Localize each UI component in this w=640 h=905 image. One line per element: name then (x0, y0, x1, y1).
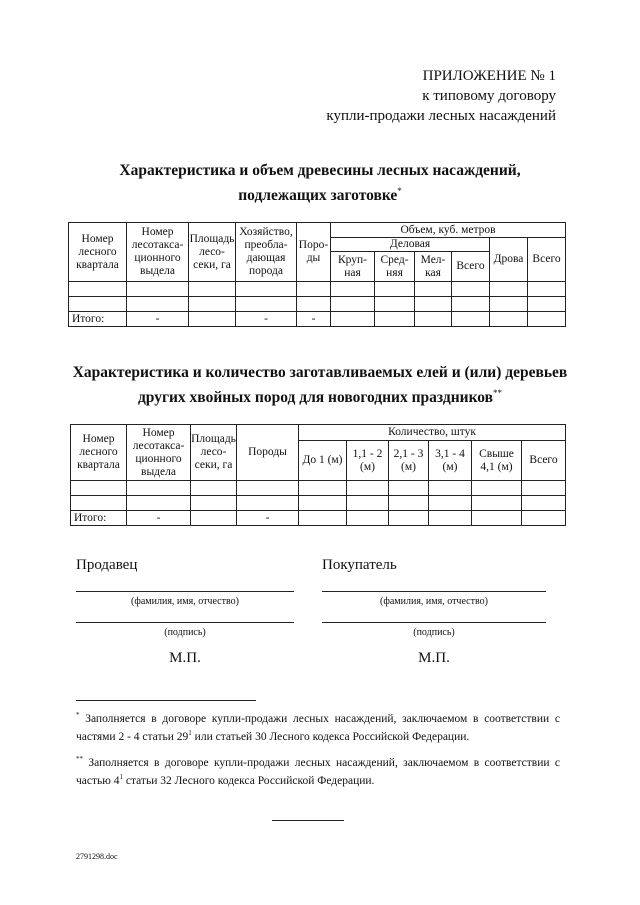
section2-title (40, 363, 600, 408)
header-1-2: 1,1 - 2 (м) (347, 441, 389, 481)
total-row (71, 511, 566, 526)
seller-signature-line (76, 622, 294, 623)
header-firewood: Дрова (490, 238, 528, 282)
total-dash: - (297, 312, 331, 327)
header-up-to-1: До 1 (м) (299, 441, 347, 481)
table-row (71, 496, 566, 511)
document-filename: 2791298.doc (76, 852, 118, 861)
buyer-label: Покупатель (322, 557, 397, 573)
seller-fio-caption: (фамилия, имя, отчество) (131, 596, 239, 607)
header-farm: Хозяйство, преобла-дающая порода (236, 223, 297, 282)
buyer-stamp: М.П. (418, 650, 450, 666)
footnote-1-mark: * (76, 711, 80, 719)
total-label: Итого: (69, 312, 127, 327)
section1-title-mark: * (397, 186, 402, 196)
buyer-fio-caption: (фамилия, имя, отчество) (380, 596, 488, 607)
header-2-3: 2,1 - 3 (м) (389, 441, 429, 481)
buyer-signature-line (322, 622, 546, 623)
total-label: Итого: (71, 511, 127, 526)
end-separator (272, 820, 344, 821)
header-area: Площадь лесо-секи, га (189, 223, 236, 282)
wood-volume-table (68, 222, 566, 327)
section2-title-line1: Характеристика и количество заготавливаемых елей и (или) деревьев (72, 364, 568, 381)
table-row (71, 481, 566, 496)
section1-title-line1: Характеристика и объем древесины лесных насаждений, (119, 162, 521, 179)
footnote-separator (76, 700, 256, 701)
header-total: Всего (452, 252, 490, 282)
footnote-2-mark: ** (76, 755, 83, 763)
section1-title-line2: подлежащих заготовке (238, 187, 398, 205)
seller-sign-caption: (подпись) (164, 627, 206, 638)
section2-title-line2: других хвойных пород для новогодних праздников (137, 389, 494, 407)
header-medium: Сред-няя (375, 252, 415, 282)
header-business: Деловая (331, 238, 490, 252)
table-row (69, 297, 566, 312)
footnote-2: ** Заполняется в договоре купли-продажи лесных насаждений, заключаемом в соответствии с частью $4^1$ статьи 32 Лесного кодекса Российской Федерации. (76, 755, 560, 788)
total-dash: - (236, 312, 297, 327)
header-species: Породы (237, 425, 299, 481)
header-quantity: Количество, штук (299, 425, 566, 441)
seller-stamp: М.П. (169, 650, 201, 666)
section2-title-mark: ** (493, 388, 503, 398)
header-volume: Объем, куб. метров (331, 223, 566, 238)
seller-label: Продавец (76, 557, 138, 573)
header-large: Круп-ная (331, 252, 375, 282)
seller-name-line (76, 591, 294, 592)
header-small: Мел-кая (415, 252, 452, 282)
total-dash: - (127, 511, 191, 526)
buyer-name-line (322, 591, 546, 592)
appendix-header (300, 66, 556, 126)
header-species: Поро-ды (297, 223, 331, 282)
table-row (69, 282, 566, 297)
header-vydel: Номер лесотакса-ционного выдела (127, 223, 189, 282)
trees-quantity-table (70, 424, 566, 526)
total-row (69, 312, 566, 327)
header-vydel: Номер лесотакса-ционного выдела (127, 425, 191, 481)
total-dash: - (237, 511, 299, 526)
footnote-1: * Заполняется в договоре купли-продажи лесных насаждений, заключаемом в соответствии с частями 2 - 4 статьи $29^1$ или статьей 30 Лесного кодекса Российской Федерации. (76, 711, 560, 744)
total-dash: - (127, 312, 189, 327)
appendix-subtitle-1: к типовому договору (422, 88, 556, 104)
header-3-4: 3,1 - 4 (м) (429, 441, 472, 481)
buyer-sign-caption: (подпись) (413, 627, 455, 638)
appendix-title: ПРИЛОЖЕНИЕ № 1 (422, 68, 556, 84)
appendix-subtitle-2: купли-продажи лесных насаждений (326, 108, 556, 124)
header-area: Площадь лесо-секи, га (191, 425, 237, 481)
section1-title (40, 161, 600, 206)
header-grand-total: Всего (528, 238, 566, 282)
header-total: Всего (522, 441, 566, 481)
header-over-4: Свыше 4,1 (м) (472, 441, 522, 481)
header-kvartal: Номер лесного квартала (69, 223, 127, 282)
header-kvartal: Номер лесного квартала (71, 425, 127, 481)
